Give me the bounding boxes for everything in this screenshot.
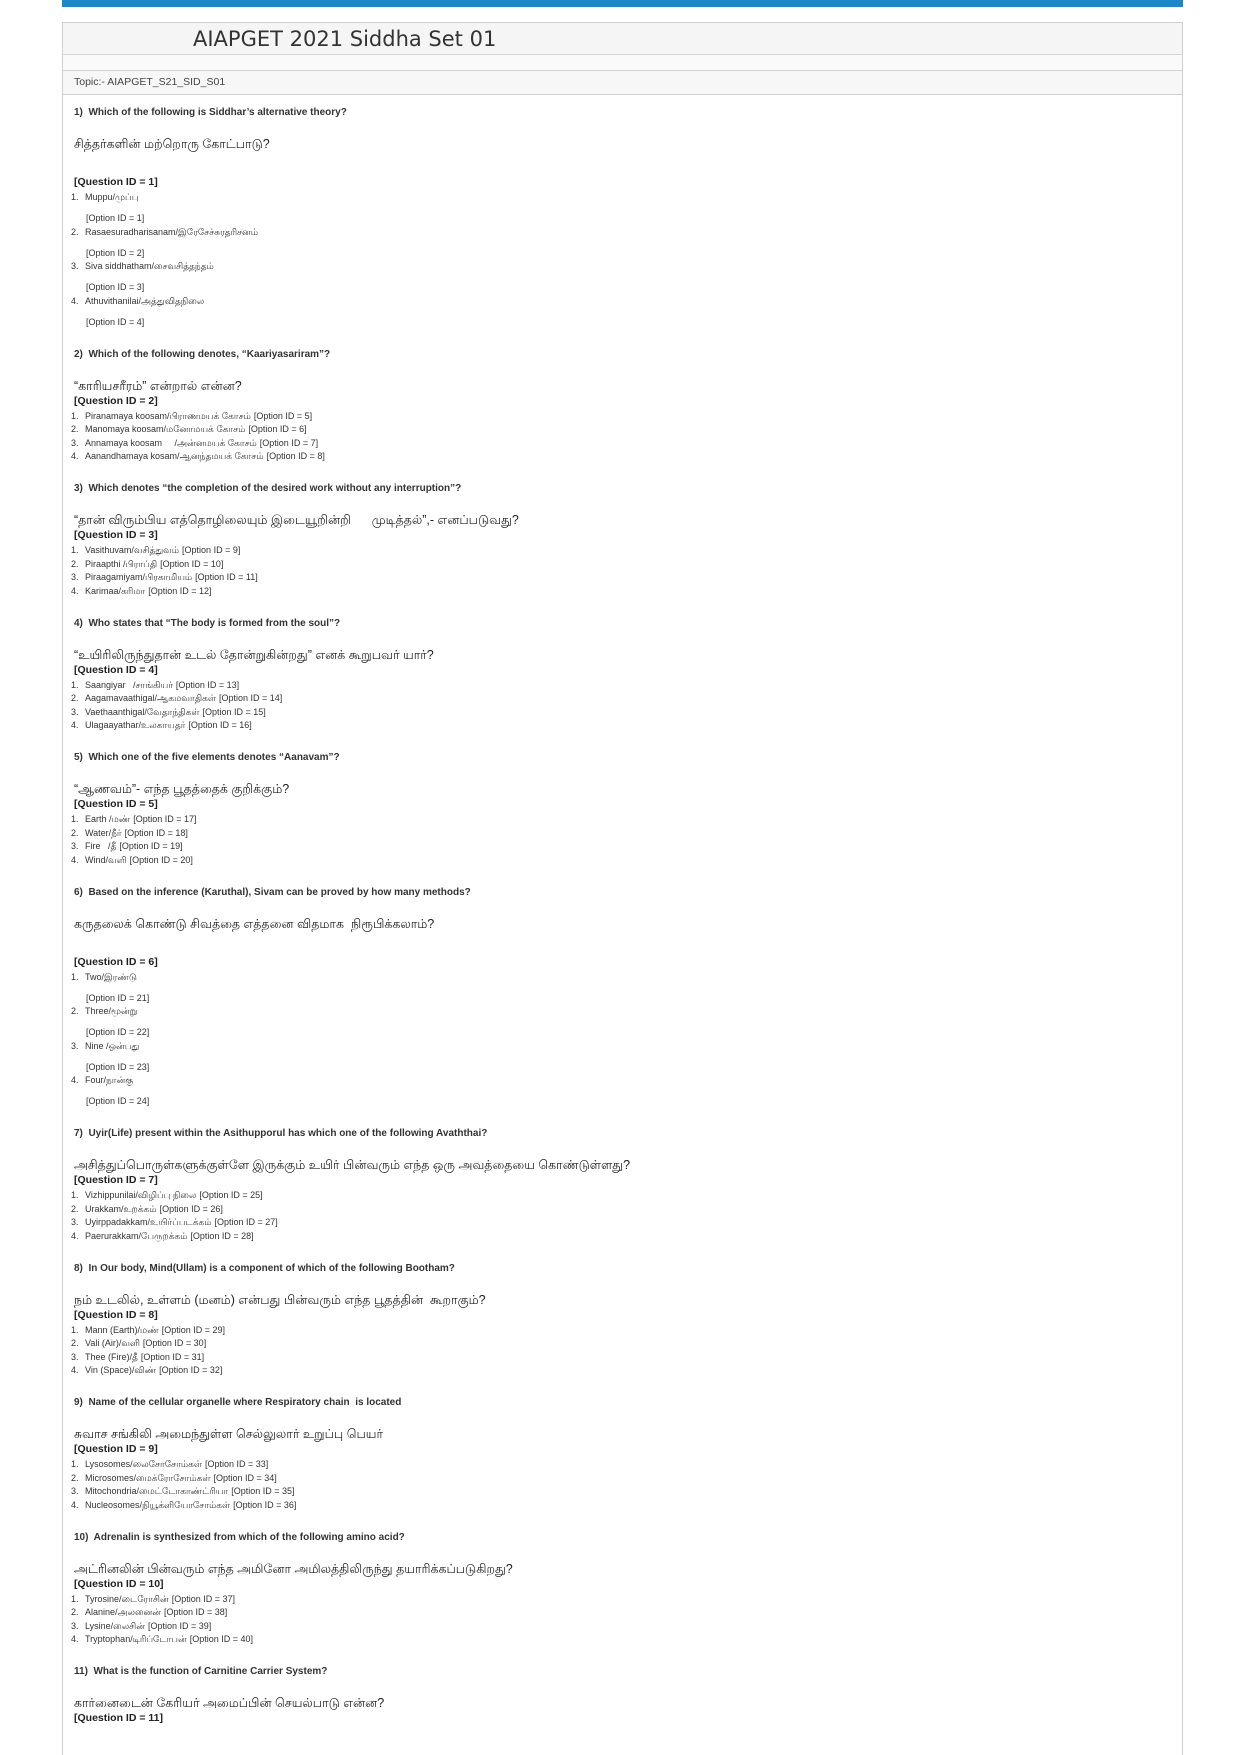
option-number: 3. [71, 572, 79, 582]
option-item [71, 295, 1182, 309]
option-text: Muppu/முப்பு [85, 192, 139, 202]
option-item [71, 854, 1182, 868]
question-id: [Question ID = 8] [74, 1308, 158, 1321]
option-id: [Option ID = 20] [129, 854, 193, 865]
option-item [71, 1499, 1182, 1513]
option-id: [Option ID = 21] [86, 992, 150, 1003]
question-block [71, 1531, 1182, 1647]
option-number: 1. [71, 410, 79, 421]
option-id: [Option ID = 28] [190, 1230, 254, 1241]
spacer-row [63, 55, 1182, 71]
option-item [71, 544, 1182, 558]
option-text: Aanandhamaya kosam/ஆனந்தமயக் கோசம் [85, 451, 264, 461]
option-number: 3. [71, 1217, 79, 1227]
option-text: Piraagamiyam/பிரகாமியம் [85, 572, 193, 582]
option-list [71, 1593, 1182, 1647]
option-text: Tyrosine/டைரோசின் [85, 1593, 169, 1604]
option-text: Saangiyar /சாங்கியர் [85, 679, 173, 690]
option-text: Microsomes/மைக்ரோசோம்கள் [85, 1472, 211, 1483]
option-item [71, 1472, 1182, 1486]
option-item [71, 971, 1182, 985]
option-item [71, 1485, 1182, 1499]
question-block [71, 1127, 1182, 1243]
option-list [71, 1189, 1182, 1243]
question-block [71, 106, 1182, 329]
option-id: [Option ID = 38] [163, 1607, 228, 1617]
option-text: Ulagaayathar/உலகாயதர் [85, 720, 186, 730]
option-item [71, 423, 1182, 437]
option-item [71, 1606, 1182, 1620]
option-text: Aagamavaathigal/ஆகமவாதிகள் [85, 693, 216, 703]
option-number: 2. [71, 1607, 79, 1617]
option-number: 3. [71, 1486, 79, 1496]
option-id: [Option ID = 27] [214, 1217, 278, 1227]
option-number: 4. [71, 585, 79, 596]
option-item [71, 1458, 1182, 1472]
option-item [71, 1633, 1182, 1647]
option-id: [Option ID = 25] [199, 1190, 263, 1200]
option-item [71, 692, 1182, 706]
option-item [71, 1324, 1182, 1338]
option-text: Piranamaya koosam/பிராணமயக் கோசம் [85, 410, 251, 421]
question-id: [Question ID = 3] [74, 529, 158, 541]
question-text-english: 2) Which of the following denotes, “Kaariyasariram”? [74, 348, 331, 360]
option-item [71, 226, 1182, 240]
option-item [71, 1351, 1182, 1365]
option-id: [Option ID = 35] [231, 1486, 295, 1496]
question-block [71, 482, 1182, 598]
option-id: [Option ID = 3] [86, 282, 145, 292]
option-text: Nine /ஒன்பது [85, 1040, 140, 1051]
option-number: 2. [71, 1472, 79, 1483]
question-block [71, 1396, 1182, 1512]
question-text-tamil: அட்ரினலின் பின்வரும் எந்த அமினோ அமிலத்திலிருந்து தயாரிக்கப்படுகிறது? [74, 1561, 513, 1576]
option-item [71, 1230, 1182, 1244]
option-item [71, 1620, 1182, 1634]
option-item [71, 1364, 1182, 1378]
option-list [71, 1458, 1182, 1512]
option-id: [Option ID = 23] [86, 1061, 150, 1072]
option-number: 3. [71, 1620, 79, 1631]
option-text: Vin (Space)/விண் [85, 1365, 157, 1375]
option-text: Vasithuvam/வசித்துவம் [85, 545, 180, 555]
question-id: [Question ID = 11] [74, 1712, 163, 1724]
option-id: [Option ID = 7] [259, 437, 319, 448]
option-item [71, 437, 1182, 451]
option-list [71, 971, 1182, 1109]
question-text-english: 11) What is the function of Carnitine Carrier System? [74, 1666, 328, 1677]
question-text-tamil: கருதலைக் கொண்டு சிவத்தை எத்தனை விதமாக நிரூபிக்கலாம்? [74, 916, 435, 931]
option-text: Mann (Earth)/மண் [85, 1324, 159, 1335]
question-text-tamil: “தான் விரும்பிய எத்தொழிலையும் இடையூறின்றி முடித்தல்”,- எனப்படுவது? [74, 513, 519, 527]
option-number: 3. [71, 706, 79, 717]
option-list [71, 813, 1182, 867]
option-text: Vali (Air)/வளி [85, 1338, 140, 1348]
question-block [71, 751, 1182, 867]
option-id: [Option ID = 30] [142, 1338, 207, 1348]
option-number: 4. [71, 720, 79, 730]
question-text-english: 5) Which one of the five elements denotes “Aanavam”? [74, 752, 340, 763]
option-text: Four/நான்கு [85, 1075, 134, 1085]
question-block [71, 348, 1182, 464]
option-id: [Option ID = 37] [171, 1593, 236, 1604]
option-text: Piraapthi /பிராப்தி [85, 558, 158, 569]
option-id: [Option ID = 19] [119, 841, 183, 851]
question-id: [Question ID = 9] [74, 1443, 158, 1455]
question-id: [Question ID = 10] [74, 1577, 164, 1590]
question-id: [Question ID = 4] [74, 663, 158, 676]
option-id: [Option ID = 13] [175, 679, 240, 690]
question-text-english: 8) In Our body, Mind(Ullam) is a component of which of the following Bootham? [74, 1262, 455, 1274]
option-text: Karimaa/கரிமா [85, 585, 146, 596]
option-text: Three/மூன்று [85, 1006, 138, 1016]
option-id: [Option ID = 34] [213, 1472, 277, 1483]
question-id: [Question ID = 1] [74, 176, 158, 188]
option-item [71, 558, 1182, 572]
question-text-english: 1) Which of the following is Siddhar’s alternative theory? [74, 107, 347, 118]
option-number: 2. [71, 424, 79, 434]
option-id: [Option ID = 15] [202, 706, 266, 717]
option-text: Siva siddhatham/சைவசித்தந்தம் [85, 261, 214, 271]
question-paper [62, 22, 1183, 1755]
option-id: [Option ID = 26] [159, 1203, 223, 1214]
question-list [63, 95, 1182, 1726]
option-item [71, 191, 1182, 205]
option-id: [Option ID = 24] [86, 1096, 150, 1106]
option-item [71, 1216, 1182, 1230]
option-text: Fire /தீ [85, 841, 117, 851]
option-item [71, 1189, 1182, 1203]
option-text: Vizhippunilai/விழிப்பு நிலை [85, 1190, 197, 1200]
question-text-tamil: “காரியசரீரம்” என்றால் என்ன? [74, 378, 242, 393]
option-item [71, 1203, 1182, 1217]
option-id: [Option ID = 6] [248, 424, 307, 434]
option-number: 1. [71, 545, 79, 555]
question-text-english: 9) Name of the cellular organelle where Respiratory chain is located [74, 1397, 402, 1408]
option-item [71, 827, 1182, 841]
option-number: 1. [71, 1459, 79, 1469]
option-number: 3. [71, 437, 79, 448]
question-block [71, 1262, 1182, 1378]
option-id: [Option ID = 1] [86, 213, 145, 223]
option-number: 4. [71, 1634, 79, 1644]
option-list [71, 679, 1182, 733]
option-list [71, 191, 1182, 329]
option-text: Nucleosomes/நியூக்ளியோசோம்கள் [85, 1499, 231, 1510]
option-number: 4. [71, 1230, 79, 1241]
option-id: [Option ID = 11] [195, 572, 258, 582]
option-text: Alanine/அலனைன் [85, 1607, 161, 1617]
option-number: 3. [71, 1040, 79, 1051]
option-list [71, 1324, 1182, 1378]
option-id: [Option ID = 40] [189, 1634, 254, 1644]
option-text: Lysosomes/லைசோசோம்கள் [85, 1459, 202, 1469]
question-block [71, 886, 1182, 1109]
option-number: 1. [71, 971, 79, 982]
option-number: 1. [71, 679, 79, 690]
option-number: 2. [71, 693, 79, 703]
option-item [71, 679, 1182, 693]
option-id: [Option ID = 9] [182, 545, 241, 555]
question-text-english: 7) Uyir(Life) present within the Asithupporul has which one of the following Avaththai? [74, 1128, 488, 1139]
option-item [71, 1074, 1182, 1088]
option-item [71, 571, 1182, 585]
option-id: [Option ID = 17] [133, 814, 197, 824]
option-item [71, 1040, 1182, 1054]
option-item [71, 585, 1182, 599]
option-text: Wind/வளி [85, 854, 127, 865]
question-text-tamil: அசித்துப்பொருள்களுக்குள்ளே இருக்கும் உயிர் பின்வரும் எந்த ஒரு அவத்தையை கொண்டுள்ளது? [74, 1158, 631, 1172]
page-title: AIAPGET 2021 Siddha Set 01 [193, 27, 497, 51]
title-row [63, 23, 1182, 55]
option-text: Earth /மண் [85, 814, 131, 824]
option-id: [Option ID = 8] [266, 451, 325, 461]
question-text-tamil: சுவாச சங்கிலி அமைந்துள்ள செல்லுலார் உறுப்பு பெயர் [74, 1427, 383, 1441]
option-text: Thee (Fire)/தீ [85, 1351, 138, 1362]
option-number: 3. [71, 261, 79, 271]
option-id: [Option ID = 33] [204, 1459, 269, 1469]
option-item [71, 840, 1182, 854]
question-id: [Question ID = 7] [74, 1174, 158, 1186]
option-item [71, 1005, 1182, 1019]
option-item [71, 706, 1182, 720]
option-number: 4. [71, 1365, 79, 1375]
option-list [71, 544, 1182, 598]
option-text: Uyirppadakkam/உயிர்ப்படக்கம் [85, 1217, 212, 1227]
option-id: [Option ID = 12] [148, 585, 212, 596]
option-item [71, 410, 1182, 424]
option-number: 2. [71, 226, 79, 237]
option-item [71, 719, 1182, 733]
option-id: [Option ID = 16] [188, 720, 252, 730]
question-id: [Question ID = 6] [74, 955, 158, 968]
question-text-tamil: சித்தர்களின் மற்றொரு கோட்பாடு? [74, 137, 270, 151]
question-block [71, 617, 1182, 733]
option-id: [Option ID = 32] [159, 1365, 223, 1375]
option-text: Athuvithanilai/அத்துவிதநிலை [85, 295, 205, 306]
option-number: 4. [71, 295, 79, 306]
option-number: 1. [71, 1190, 79, 1200]
option-item [71, 813, 1182, 827]
option-text: Tryptophan/டிரிப்டோபன் [85, 1634, 187, 1644]
option-id: [Option ID = 22] [86, 1027, 150, 1037]
option-text: Vaethaanthigal/வேதாந்திகள் [85, 706, 200, 717]
option-text: Water/நீர் [85, 827, 122, 838]
question-text-english: 10) Adrenalin is synthesized from which of the following amino acid? [74, 1531, 405, 1543]
option-number: 1. [71, 192, 79, 202]
question-text-tamil: “ஆணவம்”- எந்த பூதத்தைக் குறிக்கும்? [74, 782, 290, 796]
option-text: Manomaya koosam/மனோமயக் கோசம் [85, 424, 246, 434]
option-text: Paerurakkam/பேருறக்கம் [85, 1230, 188, 1241]
option-id: [Option ID = 2] [86, 247, 145, 258]
option-number: 2. [71, 1338, 79, 1348]
option-id: [Option ID = 31] [140, 1351, 205, 1362]
option-item [71, 1337, 1182, 1351]
option-id: [Option ID = 10] [160, 558, 224, 569]
option-number: 1. [71, 814, 79, 824]
question-text-tamil: “உயிரிலிருந்துதான் உடல் தோன்றுகின்றது” எனக் கூறுபவர் யார்? [74, 647, 434, 662]
option-text: Rasaesuradharisanam/இரேசேச்சுரதரிசனம் [85, 226, 259, 237]
option-id: [Option ID = 36] [233, 1499, 297, 1510]
question-text-english: 6) Based on the inference (Karuthal), Sivam can be proved by how many methods? [74, 886, 471, 898]
option-number: 2. [71, 1203, 79, 1214]
question-id: [Question ID = 2] [74, 394, 158, 407]
option-text: Annamaya koosam /அன்னமயக் கோசம் [85, 437, 257, 448]
option-number: 3. [71, 1351, 79, 1362]
question-id: [Question ID = 5] [74, 798, 158, 810]
option-item [71, 1593, 1182, 1607]
option-id: [Option ID = 29] [161, 1324, 226, 1335]
question-text-english: 4) Who states that “The body is formed from the soul”? [74, 617, 341, 629]
option-number: 4. [71, 1075, 79, 1085]
top-accent-bar [62, 0, 1183, 7]
topic-label: Topic:- AIAPGET_S21_SID_S01 [63, 71, 1182, 95]
question-block [74, 1665, 1182, 1726]
option-item [71, 450, 1182, 464]
option-text: Urakkam/உறக்கம் [85, 1203, 157, 1214]
question-text-tamil: கார்னைடைன் கேரியர் அமைப்பின் செயல்பாடு என்ன? [74, 1696, 385, 1710]
option-number: 2. [71, 558, 79, 569]
option-number: 1. [71, 1593, 79, 1604]
option-number: 4. [71, 451, 79, 461]
option-number: 2. [71, 827, 79, 838]
option-id: [Option ID = 5] [253, 410, 313, 421]
option-number: 1. [71, 1324, 79, 1335]
option-text: Mitochondria/மைட்டோகாண்ட்ரியா [85, 1486, 229, 1496]
option-id: [Option ID = 39] [147, 1620, 212, 1631]
option-id: [Option ID = 14] [219, 693, 283, 703]
option-id: [Option ID = 4] [86, 316, 145, 327]
option-number: 2. [71, 1006, 79, 1016]
option-number: 3. [71, 841, 79, 851]
option-number: 4. [71, 1499, 79, 1510]
option-number: 4. [71, 854, 79, 865]
option-text: Two/இரண்டு [85, 971, 137, 982]
option-item [71, 260, 1182, 274]
question-text-tamil: நம் உடலில், உள்ளம் (மனம்) என்பது பின்வரும் எந்த பூதத்தின் கூறாகும்? [74, 1292, 486, 1307]
option-id: [Option ID = 18] [124, 827, 188, 838]
option-list [71, 410, 1182, 464]
question-text-english: 3) Which denotes “the completion of the desired work without any interruption”? [74, 483, 462, 494]
option-text: Lysine/லைசின் [85, 1620, 145, 1631]
